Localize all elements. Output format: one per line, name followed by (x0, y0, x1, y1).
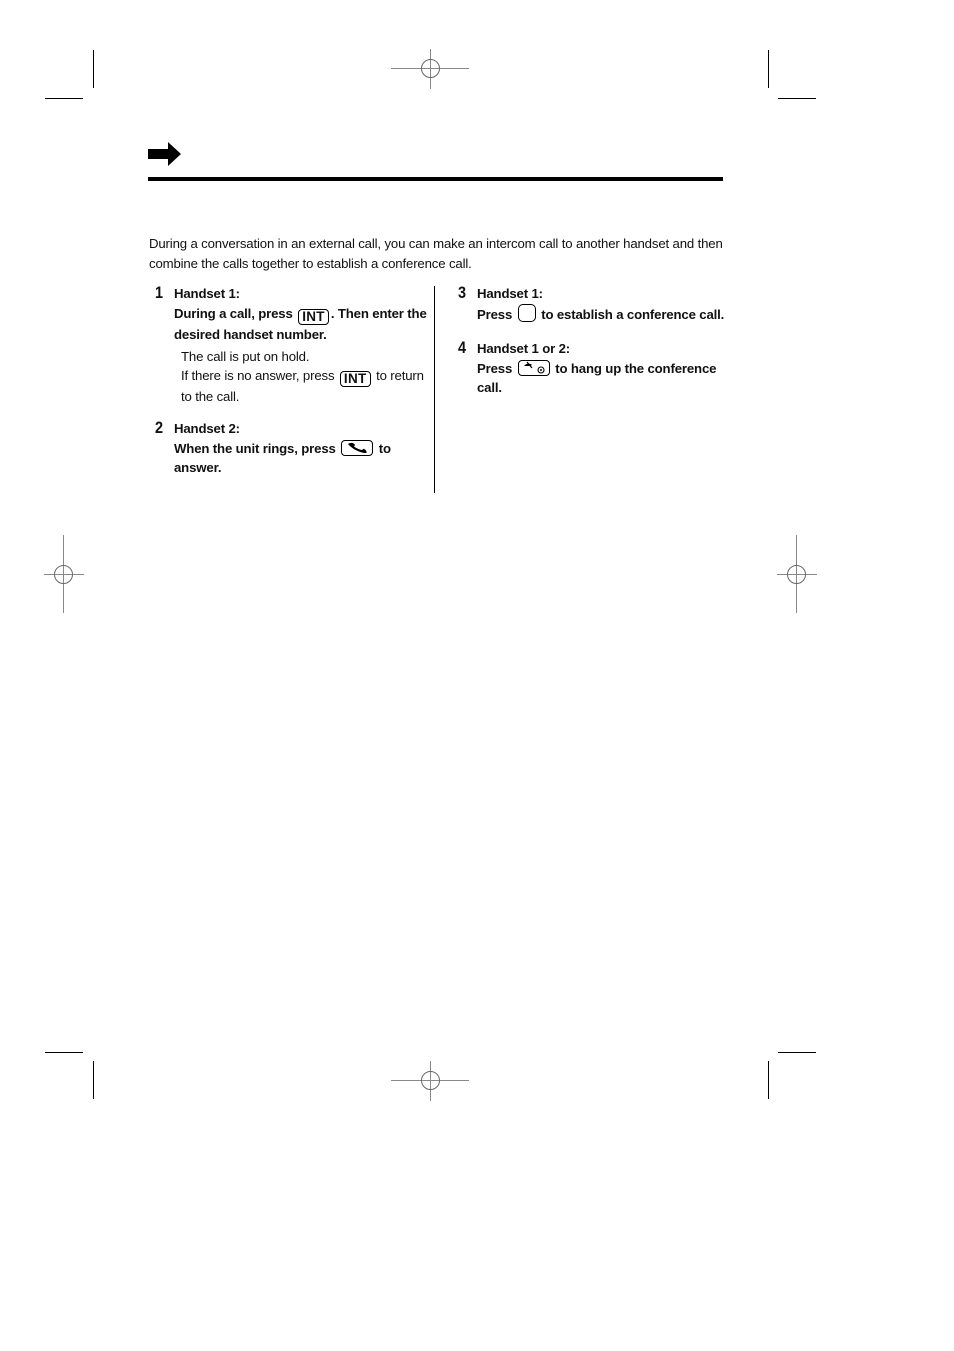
step-heading: Handset 1: (477, 286, 543, 301)
talk-phone-icon (341, 440, 373, 456)
step-3 (452, 284, 742, 324)
int-key: INT (298, 309, 329, 325)
step-1 (149, 284, 429, 406)
step-heading: Handset 1 or 2: (477, 341, 571, 356)
column-divider (434, 286, 435, 493)
step-instruction: During a call, press INT . Then enter the desired handset number. (174, 305, 427, 342)
crop-mark (768, 1061, 769, 1099)
blank-key-icon (518, 304, 536, 322)
step-4 (452, 339, 742, 398)
crop-mark (768, 50, 769, 88)
step-heading: Handset 1: (174, 286, 240, 301)
crop-mark (778, 98, 816, 99)
steps-left-column (149, 284, 429, 478)
step-number: 2 (155, 418, 164, 437)
intro-paragraph: During a conversation in an external call, you can make an intercom call to another handset and then combine the calls together to establish a conference call. (149, 236, 723, 271)
crop-mark (778, 1052, 816, 1053)
heading-rule (148, 177, 723, 181)
crop-mark (93, 1061, 94, 1099)
registration-mark (391, 1061, 471, 1101)
step-2 (149, 419, 429, 478)
step-heading: Handset 2: (174, 421, 240, 436)
crop-mark (45, 98, 83, 99)
step-number: 4 (458, 338, 467, 357)
registration-mark (777, 535, 817, 615)
step-number: 3 (458, 283, 467, 302)
crop-mark (45, 1052, 83, 1053)
step-instruction: Press to hang up the conference call. (477, 360, 717, 395)
crop-mark (93, 50, 94, 88)
step-note: The call is put on hold. If there is no answer, press INT to return to the call. (181, 349, 424, 404)
step-instruction: Press to establish a conference call. (477, 304, 742, 325)
step-instruction: When the unit rings, press to answer. (174, 440, 391, 475)
registration-mark (44, 535, 84, 615)
registration-mark (391, 49, 471, 89)
off-power-icon (518, 360, 550, 376)
arrow-right-icon (148, 142, 182, 166)
int-key: INT (340, 371, 371, 387)
step-number: 1 (155, 283, 164, 302)
steps-right-column (452, 284, 742, 398)
